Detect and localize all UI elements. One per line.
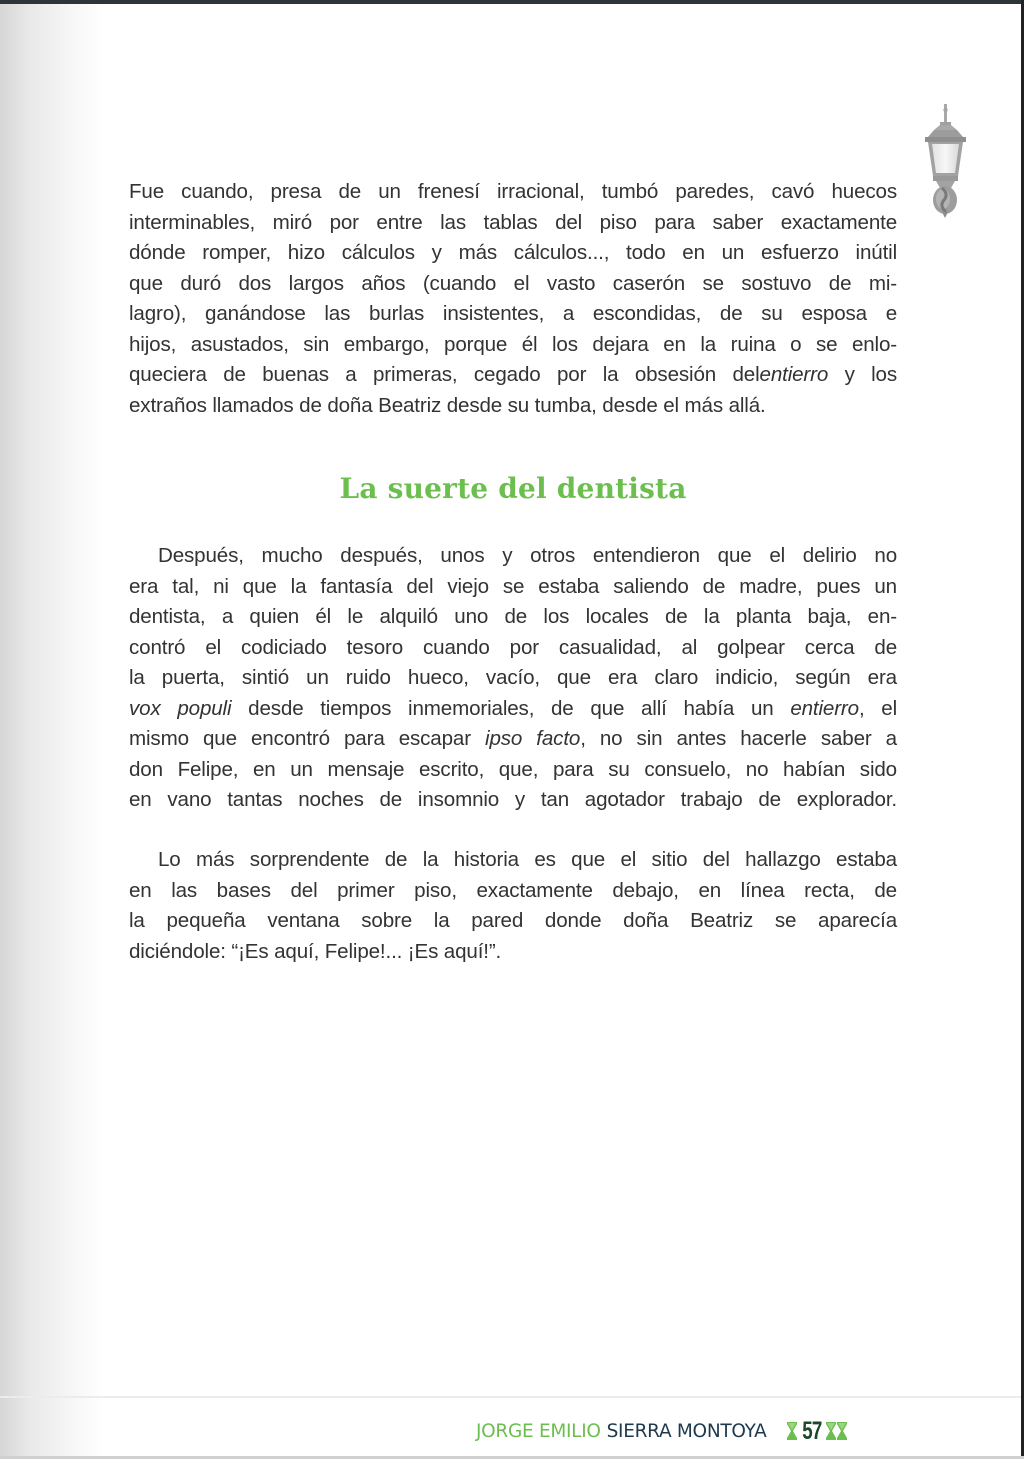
text-line: don Felipe, en un mensaje escrito, que, para su consuelo, no habían sido (129, 757, 897, 781)
footer-divider (0, 1396, 1021, 1398)
text-segment: desde tiempos inmemoriales, de que allí había un (231, 696, 791, 720)
page-footer (476, 1416, 847, 1446)
hourglass-icon (787, 1422, 797, 1440)
text-segment: , no sin antes hacerle saber a (580, 727, 897, 750)
text-segment: queciera de buenas a primeras, cegado por la obsesión del (129, 363, 760, 386)
text-line (129, 360, 897, 391)
hourglass-icon (826, 1422, 836, 1440)
text-line: dónde romper, hizo cálculos y más cálculos..., todo en un esfuerzo inútil (129, 241, 897, 264)
author-last-names: SIERRA MONTOYA (606, 1420, 767, 1442)
text-line (129, 724, 897, 755)
page-number: 57 (801, 1416, 822, 1445)
text-line: en las bases del primer piso, exactamente debajo, en línea recta, de (129, 878, 897, 902)
text-segment: mismo que encontró para escapar (129, 727, 486, 750)
text-line: Después, mucho después, unos y otros entendieron que el delirio no (158, 544, 897, 567)
wall-lantern-icon (918, 104, 974, 222)
italic-term: entierro (759, 363, 829, 386)
text-line: la puerta, sintió un ruido hueco, vacío, que era claro indicio, según era (129, 666, 897, 689)
text-line: era tal, ni que la fantasía del viejo se estaba saliendo de madre, pues un (129, 574, 897, 598)
text-line: lagro), ganándose las burlas insistentes, a escondidas, de su esposa e (129, 302, 897, 325)
top-border (0, 0, 1024, 4)
text-segment: , el (858, 696, 897, 720)
text-segment: y los (828, 363, 897, 386)
text-line: en vano tantas noches de insomnio y tan agotador trabajo de explorador. (129, 788, 897, 811)
text-line: Lo más sorprendente de la historia es que el sitio del hallazgo estaba (158, 848, 897, 871)
italic-term: ipso facto (485, 727, 581, 750)
hourglass-icon (837, 1422, 847, 1440)
italic-term: entierro (790, 696, 859, 720)
text-line: la pequeña ventana sobre la pared donde doña Beatriz se aparecía (129, 909, 897, 932)
text-line: contró el codiciado tesoro cuando por casualidad, al golpear cerca de (129, 635, 897, 659)
text-line: que duró dos largos años (cuando el vasto caserón se sostuvo de mi- (129, 271, 897, 295)
section-heading: La suerte del dentista (339, 472, 687, 505)
italic-term: vox populi (129, 696, 232, 720)
text-line: interminables, miró por entre las tablas del piso para saber exactamente (129, 210, 897, 234)
text-line: dentista, a quien él le alquiló uno de los locales de la planta baja, en- (129, 605, 897, 628)
text-line: hijos, asustados, sin embargo, porque él los dejara en la ruina o se enlo- (129, 332, 897, 356)
text-line: diciéndole: “¡Es aquí, Felipe!... ¡Es aquí!”. (129, 939, 502, 963)
text-line: extraños llamados de doña Beatriz desde su tumba, desde el más allá. (129, 393, 766, 417)
paragraph-2 (129, 541, 897, 816)
text-line: Fue cuando, presa de un frenesí irracional, tumbó paredes, cavó huecos (129, 180, 897, 203)
paragraph-3 (129, 845, 897, 967)
paragraph-1 (129, 177, 897, 421)
text-line (129, 694, 897, 725)
page-number-block (787, 1417, 848, 1446)
author-first-names: JORGE EMILIO (476, 1420, 601, 1442)
